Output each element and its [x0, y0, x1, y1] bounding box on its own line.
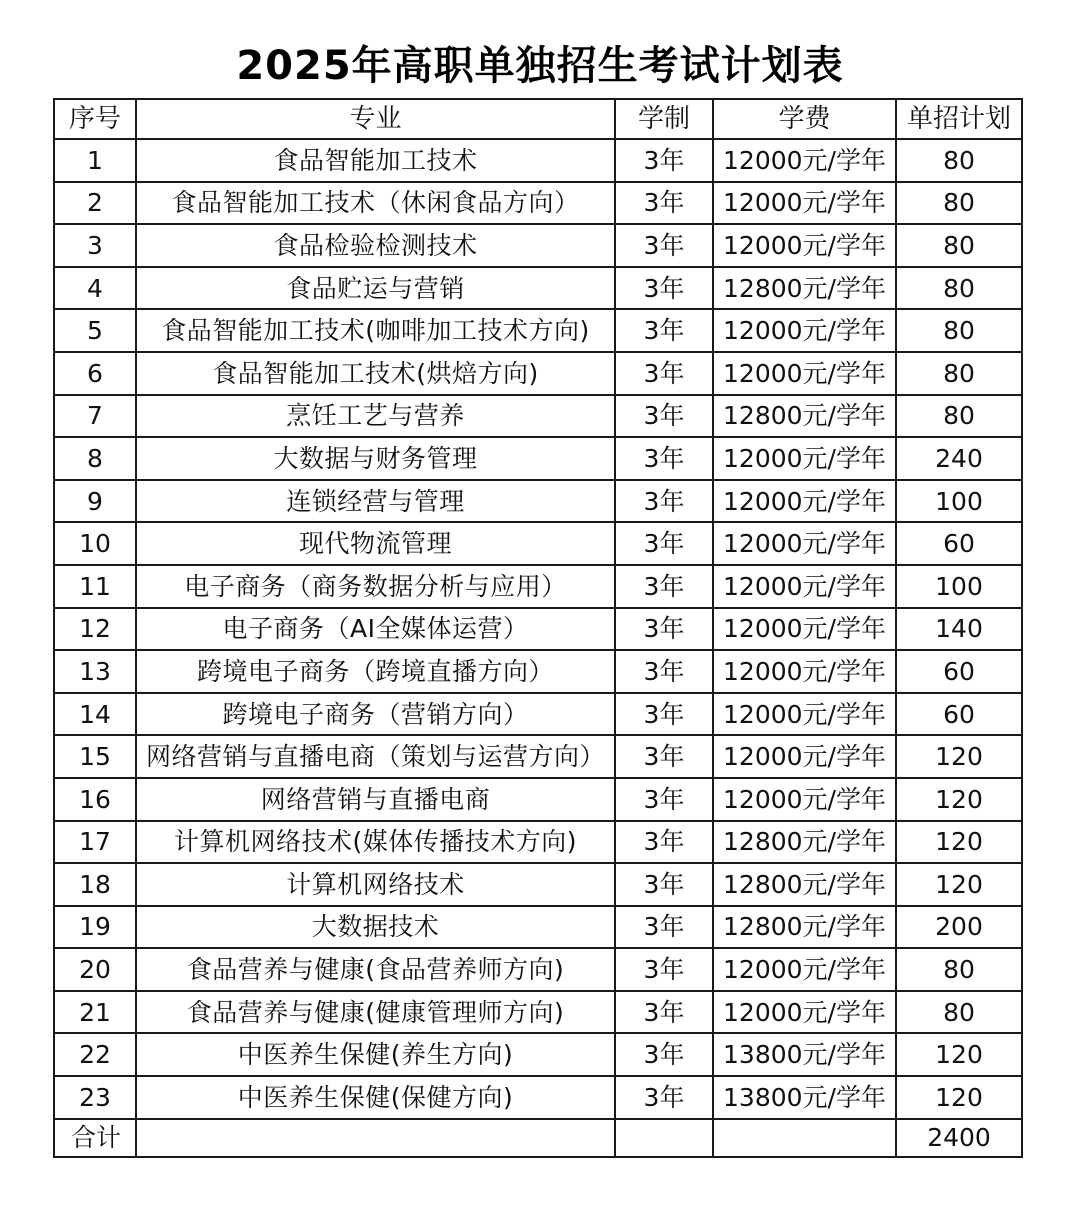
- table-row: [54, 522, 1022, 565]
- row-major: 网络营销与直播电商: [136, 778, 615, 821]
- row-no: 4: [54, 267, 136, 310]
- row-duration: 3年: [615, 352, 713, 395]
- table-row: [54, 480, 1022, 523]
- total-duration-empty: [615, 1119, 713, 1157]
- table-row: [54, 608, 1022, 651]
- total-fee-empty: [713, 1119, 896, 1157]
- table-row: [54, 267, 1022, 310]
- row-plan: 100: [896, 565, 1022, 608]
- row-fee: 12000元/学年: [713, 522, 896, 565]
- row-plan: 200: [896, 906, 1022, 949]
- table-row: [54, 224, 1022, 267]
- row-major: 食品贮运与营销: [136, 267, 615, 310]
- header-fee: 学费: [713, 99, 896, 139]
- row-no: 18: [54, 863, 136, 906]
- table-row: [54, 182, 1022, 225]
- row-no: 16: [54, 778, 136, 821]
- row-no: 2: [54, 182, 136, 225]
- table-row: [54, 309, 1022, 352]
- row-duration: 3年: [615, 821, 713, 864]
- row-fee: 12000元/学年: [713, 309, 896, 352]
- row-duration: 3年: [615, 437, 713, 480]
- row-major: 食品营养与健康(健康管理师方向): [136, 991, 615, 1034]
- row-fee: 12800元/学年: [713, 821, 896, 864]
- table-row: [54, 650, 1022, 693]
- row-duration: 3年: [615, 480, 713, 523]
- row-duration: 3年: [615, 1033, 713, 1076]
- row-plan: 80: [896, 224, 1022, 267]
- row-duration: 3年: [615, 948, 713, 991]
- row-no: 7: [54, 395, 136, 438]
- row-no: 22: [54, 1033, 136, 1076]
- row-fee: 12000元/学年: [713, 948, 896, 991]
- table-row: [54, 1033, 1022, 1076]
- row-fee: 12000元/学年: [713, 735, 896, 778]
- row-major: 网络营销与直播电商（策划与运营方向）: [136, 735, 615, 778]
- row-major: 大数据技术: [136, 906, 615, 949]
- row-fee: 12000元/学年: [713, 565, 896, 608]
- table-row: [54, 565, 1022, 608]
- table-row: [54, 139, 1022, 182]
- row-plan: 80: [896, 395, 1022, 438]
- row-duration: 3年: [615, 906, 713, 949]
- row-no: 1: [54, 139, 136, 182]
- row-major: 食品智能加工技术(烘焙方向): [136, 352, 615, 395]
- row-fee: 12000元/学年: [713, 480, 896, 523]
- row-major: 食品智能加工技术(咖啡加工技术方向): [136, 309, 615, 352]
- row-fee: 12800元/学年: [713, 906, 896, 949]
- row-plan: 80: [896, 309, 1022, 352]
- row-no: 15: [54, 735, 136, 778]
- row-plan: 80: [896, 991, 1022, 1034]
- row-major: 中医养生保健(保健方向): [136, 1076, 615, 1119]
- row-major: 计算机网络技术: [136, 863, 615, 906]
- row-no: 5: [54, 309, 136, 352]
- row-plan: 80: [896, 182, 1022, 225]
- row-no: 13: [54, 650, 136, 693]
- row-major: 中医养生保健(养生方向): [136, 1033, 615, 1076]
- row-no: 20: [54, 948, 136, 991]
- table-row: [54, 352, 1022, 395]
- row-fee: 13800元/学年: [713, 1076, 896, 1119]
- row-major: 烹饪工艺与营养: [136, 395, 615, 438]
- row-major: 食品智能加工技术（休闲食品方向）: [136, 182, 615, 225]
- table-row: [54, 991, 1022, 1034]
- row-no: 8: [54, 437, 136, 480]
- row-major: 现代物流管理: [136, 522, 615, 565]
- table-row: [54, 693, 1022, 736]
- row-plan: 120: [896, 863, 1022, 906]
- table-row: [54, 735, 1022, 778]
- row-no: 23: [54, 1076, 136, 1119]
- table-header-row: [54, 99, 1022, 139]
- row-plan: 80: [896, 267, 1022, 310]
- row-fee: 12000元/学年: [713, 224, 896, 267]
- row-fee: 12000元/学年: [713, 991, 896, 1034]
- row-plan: 120: [896, 735, 1022, 778]
- row-major: 电子商务（商务数据分析与应用）: [136, 565, 615, 608]
- row-no: 19: [54, 906, 136, 949]
- table-row: [54, 821, 1022, 864]
- row-duration: 3年: [615, 309, 713, 352]
- row-plan: 120: [896, 1076, 1022, 1119]
- row-plan: 60: [896, 693, 1022, 736]
- table-body: [54, 139, 1022, 1119]
- row-fee: 12800元/学年: [713, 267, 896, 310]
- row-major: 大数据与财务管理: [136, 437, 615, 480]
- row-no: 14: [54, 693, 136, 736]
- row-duration: 3年: [615, 608, 713, 651]
- row-fee: 12000元/学年: [713, 778, 896, 821]
- table-row: [54, 437, 1022, 480]
- row-fee: 12000元/学年: [713, 608, 896, 651]
- row-plan: 140: [896, 608, 1022, 651]
- row-duration: 3年: [615, 182, 713, 225]
- table-row: [54, 395, 1022, 438]
- row-fee: 13800元/学年: [713, 1033, 896, 1076]
- row-duration: 3年: [615, 267, 713, 310]
- total-label: 合计: [54, 1119, 136, 1157]
- row-plan: 80: [896, 352, 1022, 395]
- row-duration: 3年: [615, 863, 713, 906]
- row-major: 跨境电子商务（跨境直播方向）: [136, 650, 615, 693]
- row-no: 11: [54, 565, 136, 608]
- row-fee: 12000元/学年: [713, 437, 896, 480]
- row-duration: 3年: [615, 139, 713, 182]
- header-plan: 单招计划: [896, 99, 1022, 139]
- table-row: [54, 863, 1022, 906]
- row-plan: 120: [896, 778, 1022, 821]
- row-fee: 12000元/学年: [713, 352, 896, 395]
- header-duration: 学制: [615, 99, 713, 139]
- row-no: 17: [54, 821, 136, 864]
- row-duration: 3年: [615, 395, 713, 438]
- row-duration: 3年: [615, 991, 713, 1034]
- table-row: [54, 906, 1022, 949]
- row-major: 食品智能加工技术: [136, 139, 615, 182]
- table-row: [54, 778, 1022, 821]
- table-row: [54, 948, 1022, 991]
- row-plan: 100: [896, 480, 1022, 523]
- row-fee: 12800元/学年: [713, 863, 896, 906]
- row-major: 跨境电子商务（营销方向）: [136, 693, 615, 736]
- row-fee: 12800元/学年: [713, 395, 896, 438]
- table-row: [54, 1076, 1022, 1119]
- row-major: 连锁经营与管理: [136, 480, 615, 523]
- row-no: 10: [54, 522, 136, 565]
- row-duration: 3年: [615, 522, 713, 565]
- header-major: 专业: [136, 99, 615, 139]
- total-plan: 2400: [896, 1119, 1022, 1157]
- row-no: 9: [54, 480, 136, 523]
- row-no: 12: [54, 608, 136, 651]
- row-no: 3: [54, 224, 136, 267]
- row-plan: 240: [896, 437, 1022, 480]
- row-no: 6: [54, 352, 136, 395]
- row-duration: 3年: [615, 1076, 713, 1119]
- row-fee: 12000元/学年: [713, 182, 896, 225]
- total-major-empty: [136, 1119, 615, 1157]
- row-major: 食品检验检测技术: [136, 224, 615, 267]
- row-duration: 3年: [615, 778, 713, 821]
- row-no: 21: [54, 991, 136, 1034]
- row-major: 食品营养与健康(食品营养师方向): [136, 948, 615, 991]
- row-plan: 80: [896, 948, 1022, 991]
- total-row: [54, 1119, 1022, 1157]
- page-title: 2025年高职单独招生考试计划表: [236, 43, 844, 89]
- row-duration: 3年: [615, 650, 713, 693]
- row-fee: 12000元/学年: [713, 650, 896, 693]
- row-plan: 60: [896, 650, 1022, 693]
- enrollment-plan-table: [53, 98, 1023, 1158]
- row-duration: 3年: [615, 735, 713, 778]
- row-plan: 120: [896, 821, 1022, 864]
- header-no: 序号: [54, 99, 136, 139]
- row-duration: 3年: [615, 693, 713, 736]
- row-major: 电子商务（AI全媒体运营）: [136, 608, 615, 651]
- row-plan: 120: [896, 1033, 1022, 1076]
- row-plan: 80: [896, 139, 1022, 182]
- row-plan: 60: [896, 522, 1022, 565]
- row-major: 计算机网络技术(媒体传播技术方向): [136, 821, 615, 864]
- row-fee: 12000元/学年: [713, 693, 896, 736]
- row-duration: 3年: [615, 565, 713, 608]
- row-fee: 12000元/学年: [713, 139, 896, 182]
- row-duration: 3年: [615, 224, 713, 267]
